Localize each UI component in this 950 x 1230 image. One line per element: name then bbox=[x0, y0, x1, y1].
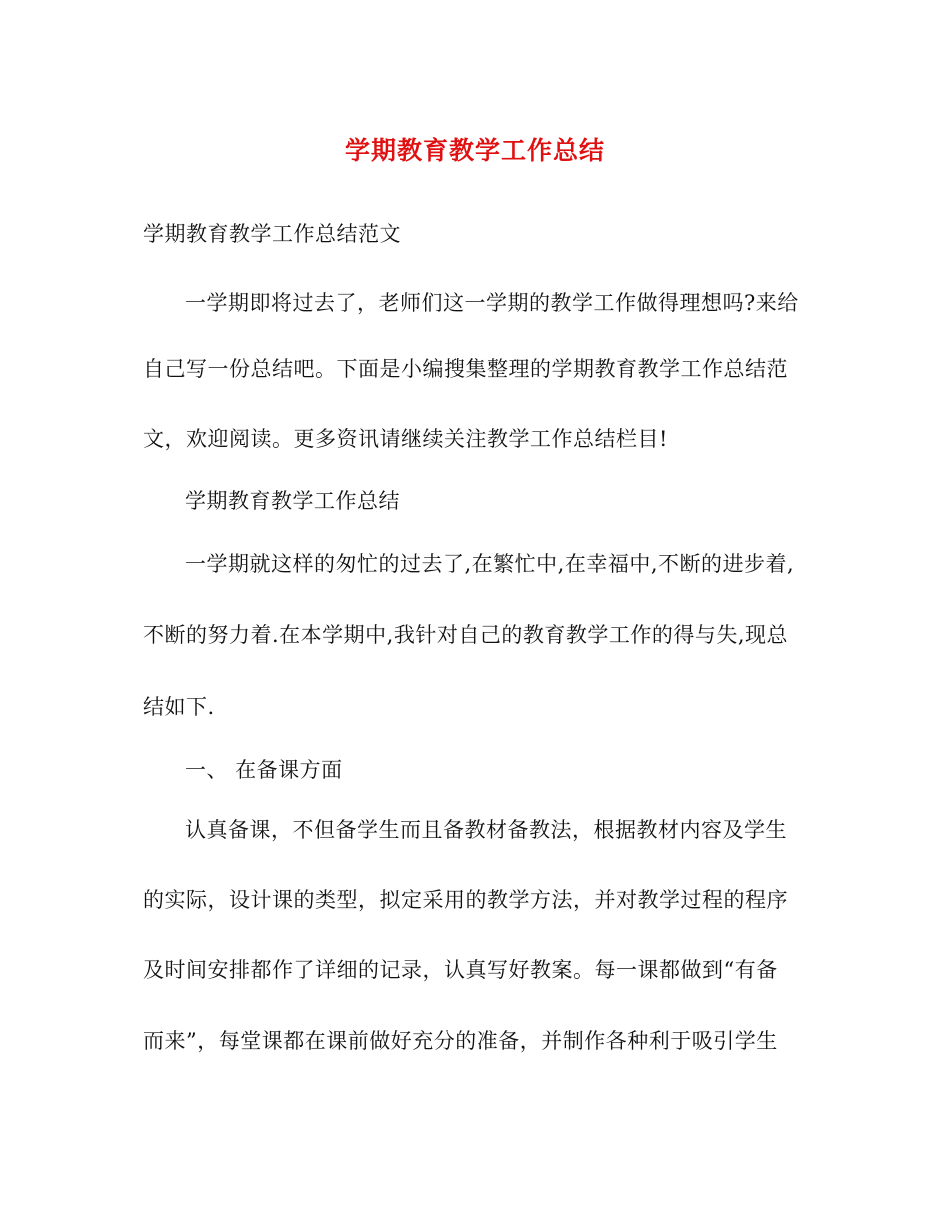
document-subtitle: 学期教育教学工作总结范文 bbox=[143, 222, 401, 246]
paragraph-line: 结如下. bbox=[143, 695, 215, 719]
paragraph-line: 不断的努力着.在本学期中,我针对自己的教育教学工作的得与失,现总 bbox=[143, 623, 789, 647]
paragraph-line: 一学期即将过去了，老师们这一学期的教学工作做得理想吗?来给 bbox=[185, 291, 799, 315]
document-title: 学期教育教学工作总结 bbox=[344, 136, 605, 165]
section-heading: 学期教育教学工作总结 bbox=[185, 489, 400, 513]
paragraph-line: 文，欢迎阅读。更多资讯请继续关注教学工作总结栏目! bbox=[143, 427, 668, 451]
paragraph-line: 的实际，设计课的类型，拟定采用的教学方法，并对教学过程的程序 bbox=[143, 888, 788, 912]
paragraph-line: 一学期就这样的匆忙的过去了,在繁忙中,在幸福中,不断的进步着, bbox=[185, 552, 795, 576]
paragraph-line: 自己写一份总结吧。下面是小编搜集整理的学期教育教学工作总结范 bbox=[143, 357, 788, 381]
paragraph-line: 及时间安排都作了详细的记录，认真写好教案。每一课都做到“有备 bbox=[143, 958, 778, 982]
paragraph-line: 认真备课，不但备学生而且备教材备教法，根据教材内容及学生 bbox=[185, 818, 787, 842]
section-heading: 一、 在备课方面 bbox=[185, 758, 343, 782]
paragraph-line: 而来”，每堂课都在课前做好充分的准备，并制作各种利于吸引学生 bbox=[143, 1029, 778, 1053]
